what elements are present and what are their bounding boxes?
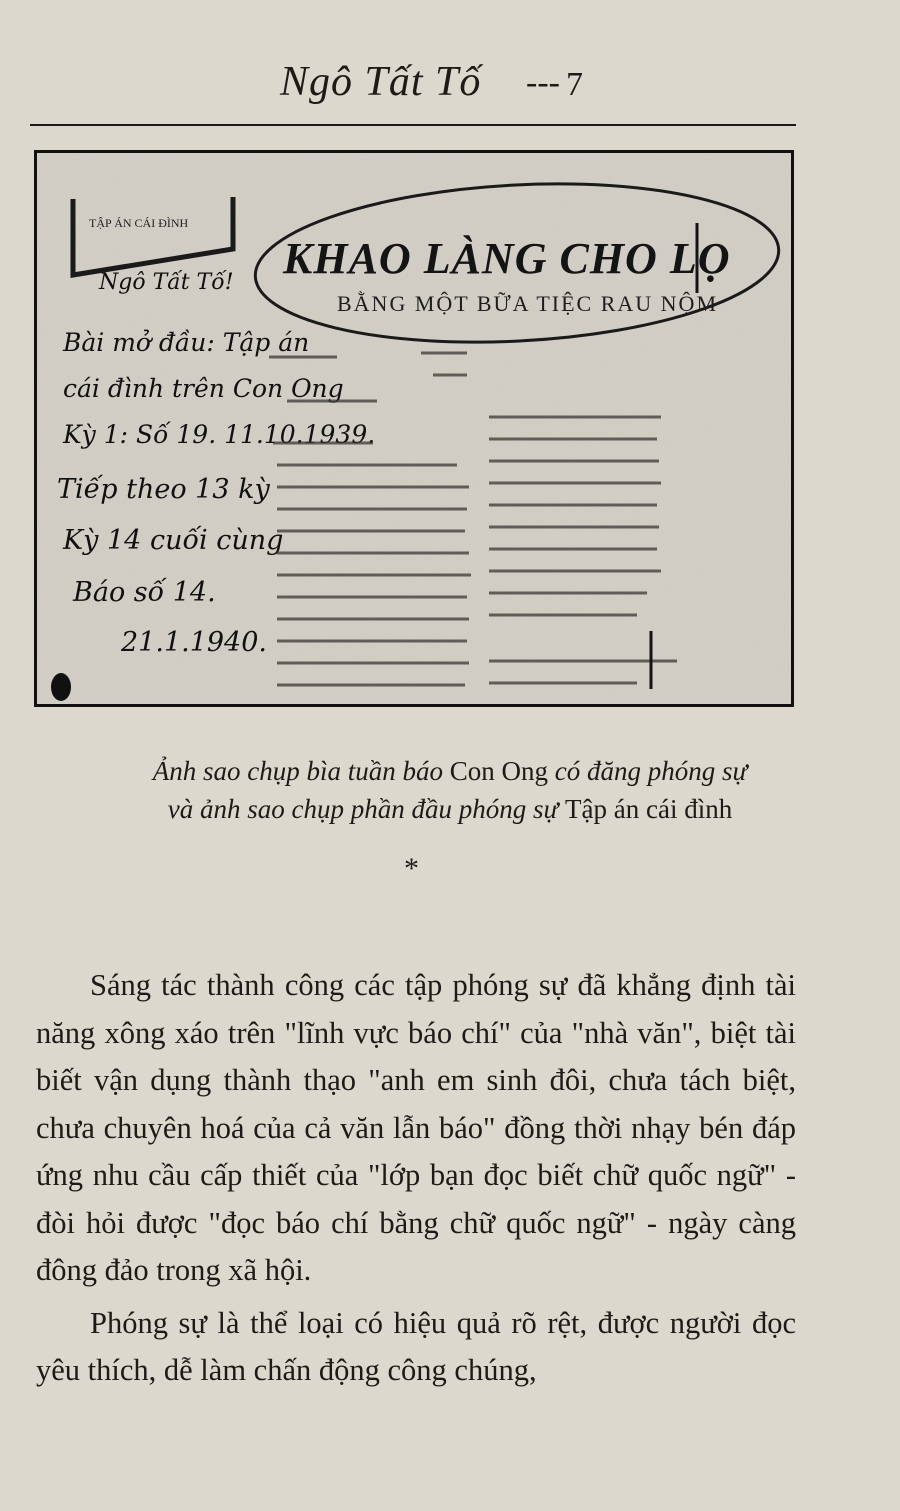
ink-blot — [51, 673, 71, 701]
photo-illustration — [37, 153, 791, 704]
caption-title-con-ong: Con Ong — [449, 756, 549, 786]
handwriting-line: Báo số 14. — [73, 577, 216, 608]
caption-text: có đăng phóng sự — [548, 756, 748, 786]
clipping-headline: KHAO LÀNG CHO LỌ — [283, 234, 731, 283]
handwriting-line: Kỳ 14 cuối cùng — [63, 525, 284, 556]
handwriting-line: cái đình trên Con Ong — [63, 374, 344, 403]
newspaper-photo — [34, 150, 794, 707]
paragraph: Sáng tác thành công các tập phóng sự đã khẳng định tài năng xông xáo trên "lĩnh vực báo chí" của "nhà văn", biệt tài biết vận dụng thành thạo "anh em sinh đôi, chưa tách biệt, chưa chuyên hoá của cả văn lẫn báo" đồng thời nhạy bén đáp ứng nhu cầu cấp thiết của "lớp bạn đọc biết chữ quốc ngữ" - đòi hỏi được "đọc báo chí bằng chữ quốc ngữ" - ngày càng đông đảo trong xã hội. — [36, 968, 796, 1287]
handwriting-line: Ngô Tất Tố! — [99, 270, 234, 295]
header-separator: --- — [526, 64, 560, 101]
handwriting-line: Tiếp theo 13 kỳ — [57, 474, 270, 505]
paragraph: Phóng sự là thể loại có hiệu quả rõ rệt, được người đọc yêu thích, dễ làm chấn động công chúng, — [36, 1305, 796, 1387]
caption-text: và ảnh sao chụp phần đầu phóng sự — [167, 794, 566, 824]
header-title: Ngô Tất Tố — [280, 59, 482, 105]
caption-text: Ảnh sao chụp bìa tuần báo — [152, 756, 450, 786]
handwriting-line: Bài mở đầu: Tập án — [63, 328, 310, 357]
clipping-subheadline: BẰNG MỘT BỮA TIỆC RAU NỘM — [337, 291, 719, 316]
photo-caption — [0, 752, 900, 828]
running-header — [30, 58, 796, 126]
caption-line-1 — [0, 752, 900, 790]
handwriting-line: 21.1.1940. — [121, 627, 267, 658]
caption-title-tap-an: Tập án cái đình — [565, 794, 733, 824]
body-text — [36, 962, 796, 1395]
clipping-tag: TẬP ÁN CÁI ĐÌNH — [89, 216, 189, 230]
page-number: 7 — [566, 66, 583, 103]
section-separator: * — [404, 852, 419, 885]
caption-line-2 — [0, 790, 900, 828]
handwriting-line: Kỳ 1: Số 19. 11.10.1939. — [63, 420, 376, 449]
